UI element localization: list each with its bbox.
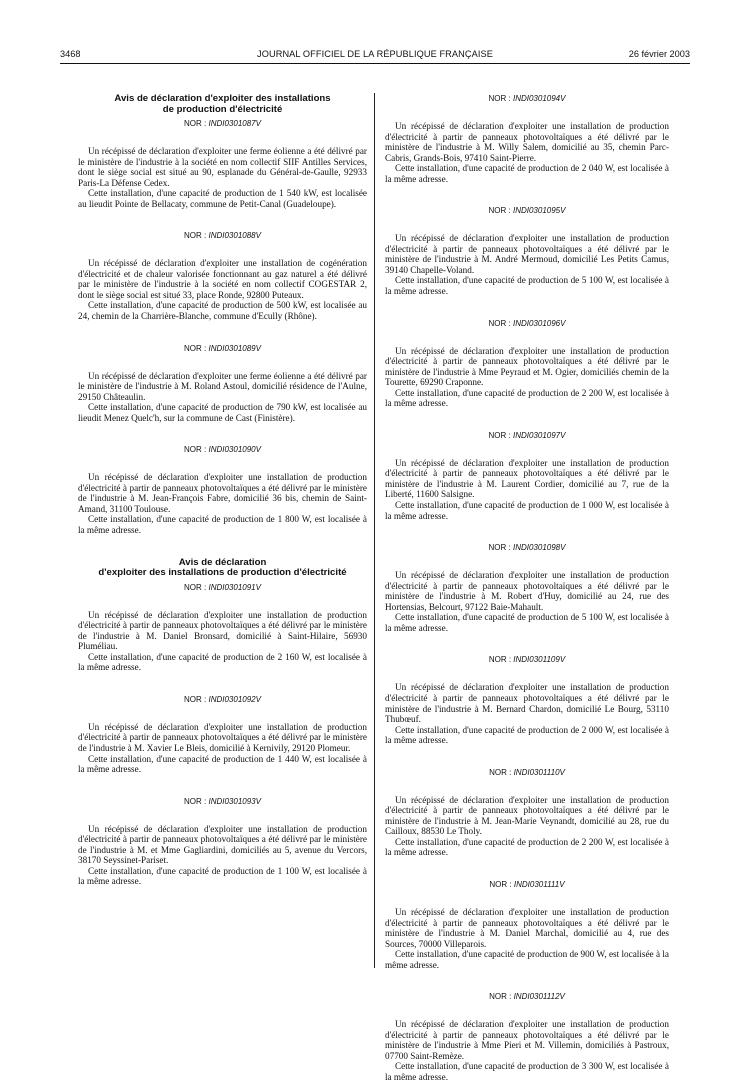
left-column bbox=[78, 94, 367, 887]
issue-date: 26 février 2003 bbox=[628, 49, 690, 59]
notice-paragraph: Cette installation, d'une capacité de production de 1 440 W, est localisée à la même adresse. bbox=[78, 753, 367, 775]
notice-block bbox=[78, 94, 367, 209]
notice-block bbox=[385, 655, 669, 745]
page-header bbox=[60, 47, 690, 64]
nor-code: INDI0301109V bbox=[513, 655, 566, 665]
notice-paragraph: Cette installation, d'une capacité de production de 2 000 W, est localisée à la même adresse. bbox=[385, 724, 669, 746]
nor-reference bbox=[385, 768, 669, 778]
nor-code: INDI0301088V bbox=[208, 231, 261, 241]
right-column bbox=[385, 94, 669, 1083]
nor-label: NOR : bbox=[184, 694, 207, 704]
notice-block bbox=[78, 445, 367, 535]
nor-reference bbox=[78, 344, 367, 354]
notice-paragraph: Cette installation, d'une capacité de production de 900 W, est localisée à la même adresse. bbox=[385, 949, 669, 970]
notice-heading-line: de production d'électricité bbox=[162, 103, 283, 115]
notice-paragraph: Cette installation, d'une capacité de production de 500 kW, est localisée au 24, chemin de la Charrière-Blanche, commune d'Ecully (Rhône). bbox=[78, 300, 367, 322]
nor-reference bbox=[78, 445, 367, 455]
notice-paragraph: Un récépissé de déclaration d'exploiter une ferme éolienne a été délivré par le ministère de l'industrie à la société en nom collectif SIIF Antilles Services, dont le siège social est situé au 90, esplanade du Général-de-Gaulle, 92933 Paris-La Défense Cedex. bbox=[78, 146, 367, 188]
nor-label: NOR : bbox=[489, 767, 512, 777]
notice-paragraph: Un récépissé de déclaration d'exploiter une installation de production d'électricité à partir de panneaux photovoltaïques a été délivré par le ministère de l'industrie à M. Willy Salem, domicilié au 35, chemin Parc-Cabris, Grands-Bois, 97410 Saint-Pierre. bbox=[385, 121, 669, 163]
notice-block bbox=[78, 695, 367, 775]
nor-label: NOR : bbox=[489, 879, 512, 889]
notice-block bbox=[385, 880, 669, 970]
nor-code: INDI0301098V bbox=[512, 543, 566, 553]
journal-title: JOURNAL OFFICIEL DE LA RÉPUBLIQUE FRANÇAISE bbox=[257, 49, 493, 59]
nor-reference bbox=[385, 94, 669, 104]
notice-heading-line: Avis de déclaration d'exploiter des installations bbox=[114, 93, 331, 104]
notice-paragraph: Un récépissé de déclaration d'exploiter une installation de production d'électricité à partir de panneaux photovoltaïques a été délivré par le ministère de l'industrie à M. Jean-François Fabre, domicilié 36 bis, chemin de Saint-Amand, 31100 Toulouse. bbox=[78, 472, 367, 514]
notice-paragraph: Un récépissé de déclaration d'exploiter une ferme éolienne a été délivré par le ministère de l'industrie à M. Roland Astoul, domicilié résidence de l'Aulne, 29150 Châteaulin. bbox=[78, 370, 367, 402]
notice-paragraph: Cette installation, d'une capacité de production de 5 100 W, est localisée à la même adresse. bbox=[385, 612, 669, 633]
notice-paragraph: Un récépissé de déclaration d'exploiter une installation de cogénération d'électricité et de chaleur valorisée fonctionnant au gaz naturel a été délivré par le ministère de l'industrie à la société en nom collectif COGESTAR 2, dont le siège social est situé 33, place Ronde, 92800 Puteaux. bbox=[78, 258, 367, 300]
notice-paragraph: Cette installation, d'une capacité de production de 1 000 W, est localisée à la même adresse. bbox=[385, 500, 669, 521]
notice-block bbox=[385, 543, 669, 633]
nor-reference bbox=[385, 880, 669, 890]
nor-reference bbox=[385, 431, 669, 441]
nor-label: NOR : bbox=[184, 445, 207, 455]
nor-reference bbox=[78, 583, 367, 593]
notice-paragraph: Un récépissé de déclaration d'exploiter une installation de production d'électricité à partir de panneaux photovoltaïques a été délivré par le ministère de l'industrie à M. Xavier Le Bleis, domicilié à Kernivily, 29120 Plomeur. bbox=[78, 721, 367, 753]
nor-code: INDI0301090V bbox=[208, 445, 261, 455]
notice-block bbox=[78, 558, 367, 673]
notice-heading bbox=[78, 94, 367, 115]
notice-paragraph: Cette installation, d'une capacité de production de 2 200 W, est localisée à la même adresse. bbox=[385, 836, 669, 858]
nor-code: INDI0301089V bbox=[208, 343, 261, 353]
page-number: 3468 bbox=[60, 49, 81, 59]
notice-paragraph: Cette installation, d'une capacité de production de 2 200 W, est localisée à la même adresse. bbox=[385, 387, 669, 409]
nor-reference bbox=[78, 119, 367, 129]
notice-paragraph: Cette installation, d'une capacité de production de 5 100 W, est localisée à la même adresse. bbox=[385, 275, 669, 297]
nor-code: INDI0301093V bbox=[208, 796, 261, 806]
nor-reference bbox=[78, 231, 367, 241]
notice-paragraph: Un récépissé de déclaration d'exploiter une installation de production d'électricité à partir de panneaux photovoltaïques a été délivré par le ministère de l'industrie à Mme Pieri et M. Villemin, domiciliés à Pastroux, 07700 Saint-Remèze. bbox=[385, 1019, 669, 1061]
notice-block bbox=[385, 319, 669, 409]
nor-reference bbox=[385, 992, 669, 1002]
nor-code: INDI0301091V bbox=[208, 582, 261, 592]
notice-paragraph: Un récépissé de déclaration d'exploiter une installation de production d'électricité à partir de panneaux photovoltaïques a été délivré par le ministère de l'industrie à M. Jean-Marie Veynandt, domicilié au 28, rue du Cailloux, 88530 Le Tholy. bbox=[385, 794, 669, 837]
nor-reference bbox=[78, 797, 367, 807]
nor-code: INDI0301094V bbox=[512, 94, 566, 103]
notice-paragraph: Cette installation, d'une capacité de production de 1 100 W, est localisée à la même adresse. bbox=[78, 865, 367, 887]
nor-code: INDI0301096V bbox=[512, 318, 566, 328]
nor-reference bbox=[78, 695, 367, 705]
notice-paragraph: Un récépissé de déclaration d'exploiter une installation de production d'électricité à partir de panneaux photovoltaïques a été délivré par le ministère de l'industrie à M. Daniel Marchal, domicilié au 4, rue des Sources, 70000 Villeparois. bbox=[385, 906, 669, 949]
notice-block bbox=[385, 768, 669, 858]
nor-label: NOR : bbox=[488, 430, 511, 440]
notice-heading-line: d'exploiter des installations de production d'électricité bbox=[98, 567, 347, 579]
notice-paragraph: Un récépissé de déclaration d'exploiter une installation de production d'électricité à partir de panneaux photovoltaïques a été délivré par le ministère de l'industrie à Mme Peyraud et M. Ogier, domiciliés chemin de la Tourette, 69290 Craponne. bbox=[385, 345, 669, 388]
notice-paragraph: Cette installation, d'une capacité de production de 3 300 W, est localisée à la même adresse. bbox=[385, 1061, 669, 1082]
nor-label: NOR : bbox=[184, 796, 207, 806]
nor-label: NOR : bbox=[488, 206, 511, 216]
nor-label: NOR : bbox=[184, 119, 207, 128]
notice-block bbox=[78, 231, 367, 321]
nor-label: NOR : bbox=[488, 655, 512, 665]
notice-paragraph: Cette installation, d'une capacité de production de 1 540 kW, est localisée au lieudit Pointe de Bellacaty, commune de Petit-Canal (Guadeloupe). bbox=[78, 188, 367, 209]
nor-label: NOR : bbox=[488, 94, 511, 103]
nor-code: INDI0301092V bbox=[208, 694, 261, 704]
notice-paragraph: Un récépissé de déclaration d'exploiter une installation de production d'électricité à partir de panneaux photovoltaïques a été délivré par le ministère de l'industrie à M. Bernard Chardon, domicilié Le Bourg, 53110 Thubœuf. bbox=[385, 682, 669, 725]
notice-paragraph: Un récépissé de déclaration d'exploiter une installation de production d'électricité à partir de panneaux photovoltaïques a été délivré par le ministère de l'industrie à M. et Mme Gagliardini, domiciliés au 5, avenue du Vercors, 38170 Seyssinet-Pariset. bbox=[78, 823, 367, 866]
notice-block bbox=[78, 797, 367, 887]
notice-paragraph: Un récépissé de déclaration d'exploiter une installation de production d'électricité à partir de panneaux photovoltaïques a été délivré par le ministère de l'industrie à M. Robert d'Huy, domicilié au 24, rue des Hortensias, Belcourt, 97122 Baie-Mahault. bbox=[385, 570, 669, 612]
nor-reference bbox=[385, 655, 669, 665]
nor-reference bbox=[385, 206, 669, 216]
notice-paragraph: Un récépissé de déclaration d'exploiter une installation de production d'électricité à partir de panneaux photovoltaïques a été délivré par le ministère de l'industrie à M. Daniel Bronsard, domicilié à Saint-Hilaire, 56930 Pluméliau. bbox=[78, 609, 367, 652]
nor-label: NOR : bbox=[488, 318, 511, 328]
notice-paragraph: Cette installation, d'une capacité de production de 1 800 W, est localisée à la même adresse. bbox=[78, 514, 367, 536]
nor-label: NOR : bbox=[184, 343, 207, 353]
column-divider bbox=[374, 93, 375, 968]
notice-block bbox=[78, 344, 367, 424]
notice-block bbox=[385, 206, 669, 296]
notice-paragraph: Un récépissé de déclaration d'exploiter une installation de production d'électricité à partir de panneaux photovoltaïques a été délivré par le ministère de l'industrie à M. André Mermoud, domicilié Les Petits Camus, 39140 Chapelle-Voland. bbox=[385, 233, 669, 275]
nor-code: INDI0301087V bbox=[208, 119, 261, 128]
nor-label: NOR : bbox=[489, 992, 512, 1002]
notice-paragraph: Un récépissé de déclaration d'exploiter une installation de production d'électricité à partir de panneaux photovoltaïques a été délivré par le ministère de l'industrie à M. Laurent Cordier, domicilié au 7, rue de la Liberté, 11600 Salsigne. bbox=[385, 457, 669, 500]
nor-label: NOR : bbox=[184, 231, 207, 241]
nor-code: INDI0301112V bbox=[513, 992, 565, 1002]
nor-reference bbox=[385, 319, 669, 329]
notice-block bbox=[385, 431, 669, 521]
nor-code: INDI0301095V bbox=[512, 206, 566, 216]
nor-code: INDI0301097V bbox=[512, 430, 566, 440]
nor-reference bbox=[385, 543, 669, 553]
notice-paragraph: Cette installation, d'une capacité de production de 790 kW, est localisée au lieudit Menez Quelc'h, sur la commune de Cast (Finistère). bbox=[78, 402, 367, 423]
nor-label: NOR : bbox=[184, 582, 207, 592]
notice-heading-line: Avis de déclaration bbox=[178, 556, 267, 568]
nor-label: NOR : bbox=[488, 543, 511, 553]
nor-code: INDI0301110V bbox=[513, 767, 565, 777]
notice-paragraph: Cette installation, d'une capacité de production de 2 160 W, est localisée à la même adresse. bbox=[78, 651, 367, 673]
notice-paragraph: Cette installation, d'une capacité de production de 2 040 W, est localisée à la même adresse. bbox=[385, 163, 669, 184]
notice-heading bbox=[78, 558, 367, 579]
notice-block bbox=[385, 992, 669, 1082]
nor-code: INDI0301111V bbox=[513, 879, 565, 889]
notice-block bbox=[385, 94, 669, 184]
